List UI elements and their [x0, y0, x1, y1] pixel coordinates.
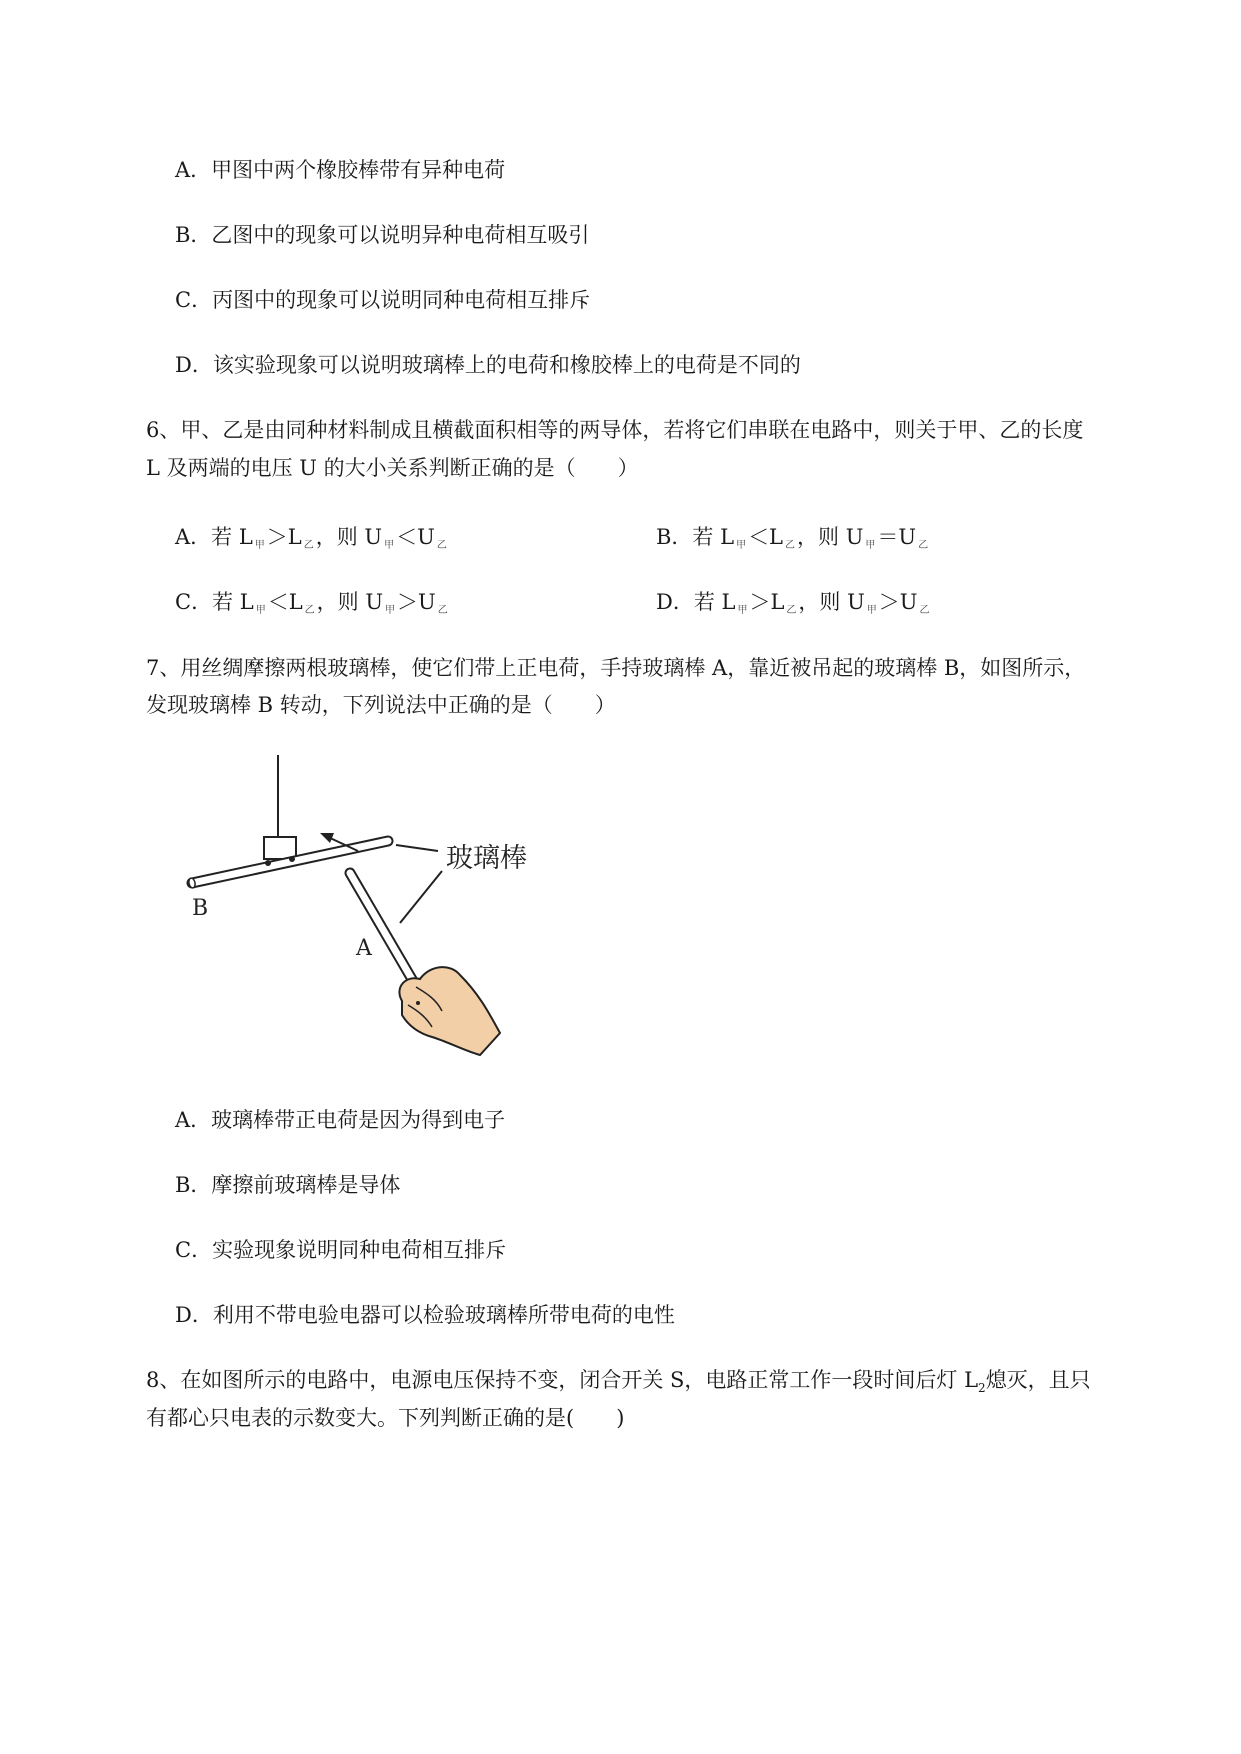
q5-option-a: A．甲图中两个橡胶棒带有异种电荷 — [175, 158, 506, 182]
q5-option-b: B．乙图中的现象可以说明异种电荷相互吸引 — [175, 223, 590, 247]
glass-rod-figure — [180, 755, 560, 1065]
q6-stem-line1: 6、甲、乙是由同种材料制成且横截面积相等的两导体，若将它们串联在电路中，则关于甲、乙的长度 — [146, 418, 1084, 442]
leader-line-b — [396, 845, 438, 851]
label-glass-rod: 玻璃棒 — [446, 843, 527, 874]
q5-option-c: C．丙图中的现象可以说明同种电荷相互排斥 — [175, 288, 591, 312]
leader-line-a — [400, 871, 442, 923]
rod-holder — [264, 837, 296, 859]
holder-clip-right — [289, 856, 295, 862]
q6-option-b: B．若 L $_甲$＜L $_乙$，则 U $_甲$＝U $_乙$ — [656, 525, 929, 551]
q7-option-a: A．玻璃棒带正电荷是因为得到电子 — [175, 1108, 506, 1132]
q7-option-b: B．摩擦前玻璃棒是导体 — [175, 1173, 401, 1197]
q8-stem-line2: 有都心只电表的示数变大。下列判断正确的是( ) — [146, 1406, 625, 1430]
q7-stem-line2: 发现玻璃棒 B 转动，下列说法中正确的是（ ） — [146, 693, 616, 717]
label-a: A — [356, 936, 372, 961]
glass-rod-diagram — [180, 755, 560, 1065]
q6-stem-line2: L 及两端的电压 U 的大小关系判断正确的是（ ） — [146, 456, 639, 480]
holder-clip-left — [265, 860, 271, 866]
q7-option-d: D．利用不带电验电器可以检验玻璃棒所带电荷的电性 — [175, 1303, 675, 1327]
q7-option-c: C．实验现象说明同种电荷相互排斥 — [175, 1238, 507, 1262]
q7-stem-line1: 7、用丝绸摩擦两根玻璃棒，使它们带上正电荷，手持玻璃棒 A，靠近被吊起的玻璃棒 B，如图所示， — [146, 656, 1086, 680]
glass-rod-a — [350, 873, 420, 993]
q6-option-a: A．若 L $_甲$＞L $_乙$，则 U $_甲$＜U $_乙$ — [175, 525, 447, 551]
hand-icon — [399, 967, 500, 1055]
q8-stem-line1: 8、在如图所示的电路中，电源电压保持不变，闭合开关 S，电路正常工作一段时间后灯 $L_2$熄灭，且只 — [146, 1368, 1091, 1395]
q5-option-d: D．该实验现象可以说明玻璃棒上的电荷和橡胶棒上的电荷是不同的 — [175, 353, 801, 377]
label-b: B — [192, 896, 209, 921]
q6-option-c: C．若 L $_甲$＜L $_乙$，则 U $_甲$＞U $_乙$ — [175, 590, 448, 616]
q6-option-d: D．若 L $_甲$＞L $_乙$，则 U $_甲$＞U $_乙$ — [656, 590, 930, 616]
